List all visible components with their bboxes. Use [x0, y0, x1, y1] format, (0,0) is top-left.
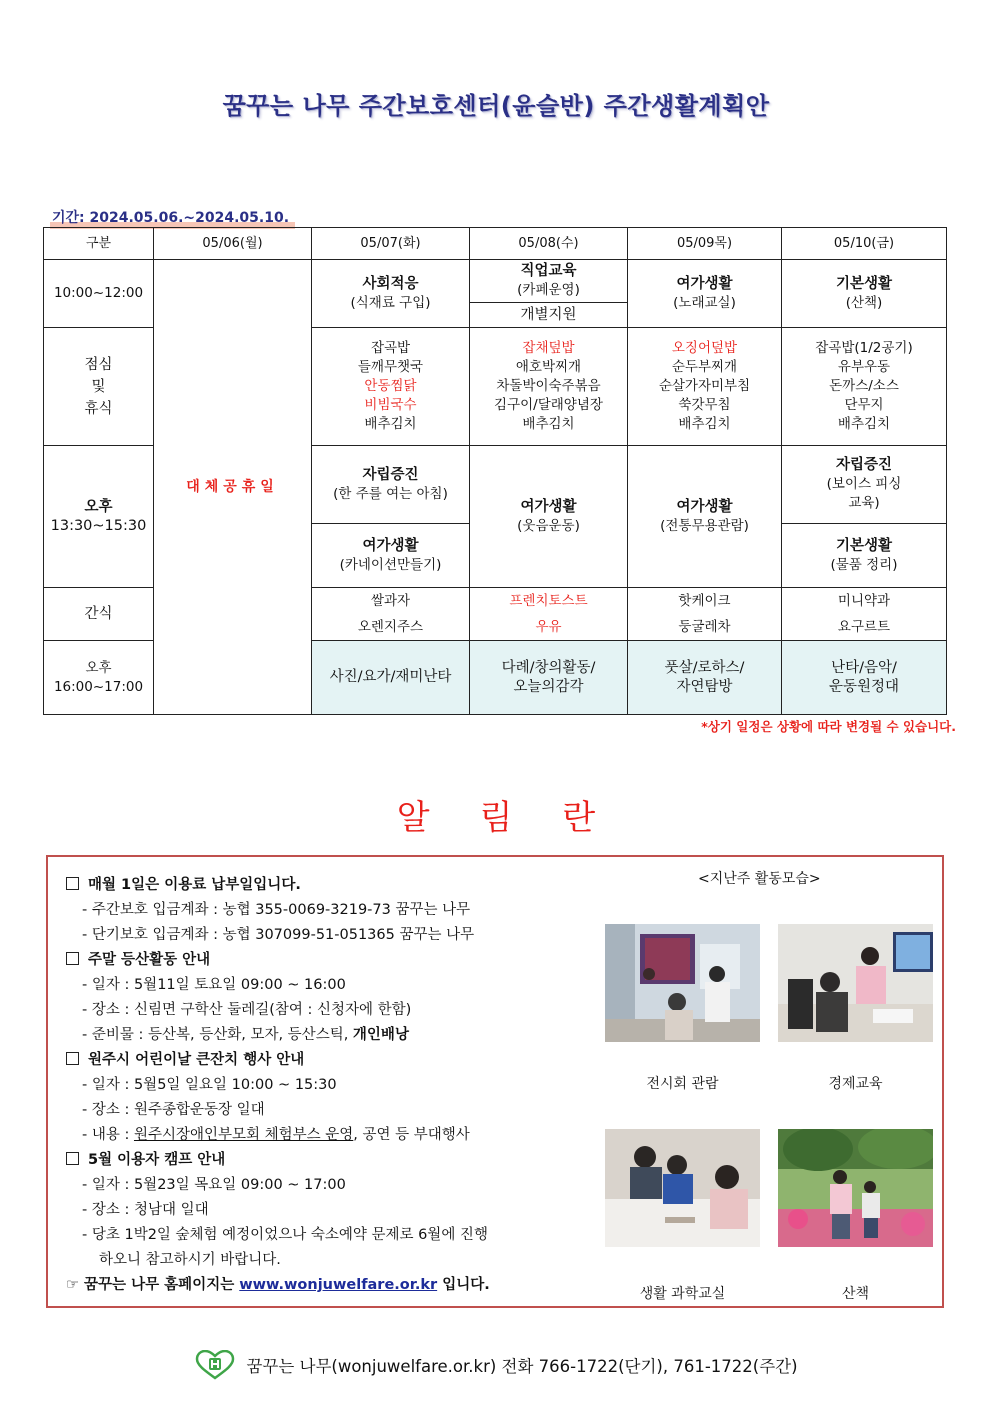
menu-item: 오징어덮밥 — [671, 340, 738, 356]
program-line: 다례/창의활동/ — [501, 659, 596, 676]
notice-heading-text: 원주시 어린이날 큰잔치 행사 안내 — [88, 1052, 305, 1068]
menu-item: 배추김치 — [678, 416, 731, 432]
holiday-cell — [154, 260, 312, 715]
header-cell: 구분 — [44, 228, 154, 260]
header-cell: 05/06(월) — [154, 228, 312, 260]
menu-cell — [782, 328, 947, 446]
menu-item: 잡곡밥 — [370, 340, 411, 356]
menu-cell — [628, 328, 782, 446]
snack-cell — [312, 588, 470, 641]
notice-text: , 공연 등 부대행사 — [353, 1127, 470, 1143]
menu-item: 쑥갓무침 — [678, 397, 731, 413]
menu-item: 배추김치 — [837, 416, 891, 432]
notice-line: - 일자 : 5월23일 목요일 09:00 ~ 17:00 — [82, 1177, 346, 1193]
activity-title: 자립증진 — [362, 466, 419, 483]
menu-item: 비빔국수 — [364, 397, 417, 413]
photo-economics — [778, 924, 933, 1042]
homepage-text: 입니다. — [437, 1277, 490, 1293]
activity-title: 여가생활 — [676, 498, 733, 515]
schedule-change-note: *상기 일정은 상황에 따라 변경될 수 있습니다. — [701, 719, 956, 734]
notice-heading — [66, 948, 606, 973]
notice-bold-text: 개인배낭 — [352, 1027, 409, 1043]
menu-item: 순살가자미부침 — [658, 378, 751, 394]
time-label — [44, 446, 154, 588]
label-line: 점심 — [84, 356, 113, 373]
program-line: 풋살/로하스/ — [664, 659, 745, 676]
notice-heading — [66, 873, 606, 898]
photo-caption: 경제교육 — [828, 1076, 883, 1092]
activity-detail: 교육) — [848, 495, 880, 511]
activity-title: 기본생활 — [835, 537, 893, 554]
menu-item: 돈까스/소스 — [829, 378, 899, 394]
label-line: 및 — [91, 378, 106, 395]
program-line: 오늘의감각 — [513, 678, 584, 695]
snack-cell — [628, 588, 782, 641]
table-row — [44, 260, 947, 303]
activity-detail: (물품 정리) — [830, 556, 898, 573]
footer-text: 꿈꾸는 나무(wonjuwelfare.or.kr) 전화 766-1722(단기), 761-1722(주간) — [246, 1357, 798, 1376]
label-line: 13:30~15:30 — [50, 517, 147, 534]
program-cell — [782, 641, 947, 715]
checkbox-icon — [66, 1152, 79, 1165]
activity-cell — [470, 446, 628, 588]
activity-extra: 개별지원 — [470, 303, 628, 328]
activity-detail: (카네이션만들기) — [339, 556, 442, 573]
homepage-link[interactable]: www.wonjuwelfare.or.kr — [239, 1277, 438, 1293]
notice-text: - 내용 : — [82, 1127, 134, 1143]
notice-line — [66, 1123, 606, 1148]
notice-heading-text: 매월 1일은 이용료 납부일입니다. — [88, 877, 301, 893]
snack-cell — [782, 588, 947, 641]
header-cell: 05/08(수) — [470, 228, 628, 260]
notice-line: - 일자 : 5월11일 토요일 09:00 ~ 16:00 — [82, 977, 346, 993]
activity-title: 기본생활 — [835, 275, 893, 292]
label-line: 오후 — [84, 498, 113, 515]
activity-detail: (웃음운동) — [517, 517, 580, 534]
snack-item: 요구르트 — [837, 619, 891, 635]
photo-walk — [778, 1129, 933, 1247]
snack-item: 핫케이크 — [678, 593, 731, 609]
notice-line: - 단기보호 입금계좌 : 농협 307099-51-051365 꿈꾸는 나무 — [82, 927, 475, 943]
notice-title: 알림란 — [396, 798, 646, 838]
checkbox-icon — [66, 1052, 79, 1065]
menu-item: 배추김치 — [522, 416, 575, 432]
time-label: 10:00~12:00 — [44, 260, 154, 328]
snack-item: 쌀과자 — [370, 593, 411, 609]
program-line: 운동원정대 — [828, 678, 900, 695]
snack-item: 미니약과 — [837, 593, 891, 609]
activity-detail: (한 주를 여는 아침) — [333, 485, 448, 502]
notice-list — [66, 873, 606, 1298]
menu-item: 단무지 — [844, 397, 884, 413]
menu-item: 유부우동 — [837, 359, 891, 375]
menu-item: 순두부찌개 — [671, 359, 738, 375]
page-title: 꿈꾸는 나무 주간보호센터(윤슬반) 주간생활계획안 — [222, 92, 770, 120]
notice-line: - 당초 1박2일 숲체험 예정이었으나 숙소예약 문제로 6월에 진행 — [82, 1227, 488, 1243]
header-cell: 05/09목) — [628, 228, 782, 260]
activity-cell — [628, 446, 782, 588]
notice-line: - 일자 : 5월5일 일요일 10:00 ~ 15:30 — [82, 1077, 337, 1093]
period-label: 기간: 2024.05.06.~2024.05.10. — [50, 207, 295, 229]
snack-cell — [470, 588, 628, 641]
activity-title: 사회적응 — [362, 275, 419, 292]
activity-cell — [782, 524, 947, 588]
activity-cell — [628, 260, 782, 328]
activity-title: 여가생활 — [520, 498, 577, 515]
activity-detail: (식재료 구입) — [350, 294, 431, 311]
homepage-line — [66, 1273, 606, 1298]
photo-caption: 산책 — [841, 1286, 870, 1302]
program-line: 사진/요가/재미난타 — [329, 669, 452, 685]
table-header-row — [44, 228, 947, 260]
program-line: 자연탐방 — [676, 678, 733, 695]
snack-item: 우유 — [535, 619, 562, 635]
menu-item: 들깨무챗국 — [357, 359, 424, 375]
notice-line: - 장소 : 원주종합운동장 일대 — [82, 1102, 265, 1118]
snack-item: 둥굴레차 — [678, 619, 731, 635]
notice-line — [66, 1023, 606, 1048]
notice-underlined-text: 원주시장애인부모회 체험부스 운영 — [133, 1127, 354, 1143]
menu-cell — [312, 328, 470, 446]
footer — [0, 1350, 992, 1384]
label-line: 16:00~17:00 — [53, 678, 144, 695]
time-label — [44, 641, 154, 715]
menu-cell — [470, 328, 628, 446]
activity-cell — [312, 446, 470, 524]
program-cell — [312, 641, 470, 715]
checkbox-icon — [66, 877, 79, 890]
activity-title: 여가생활 — [362, 537, 419, 554]
notice-line: - 주간보호 입금계좌 : 농협 355-0069-3219-73 꿈꾸는 나무 — [82, 902, 471, 918]
activity-detail: (노래교실) — [673, 294, 736, 311]
activity-cell — [782, 260, 947, 328]
activity-detail: (보이스 피싱 — [826, 476, 902, 492]
header-cell: 05/10(금) — [782, 228, 947, 260]
menu-item: 안동찜닭 — [364, 378, 417, 394]
holiday-label: 대체공휴일 — [186, 478, 279, 495]
activity-cell — [312, 524, 470, 588]
notice-heading — [66, 1048, 606, 1073]
photo-exhibition — [605, 924, 760, 1042]
menu-item: 김구이/달래양념장 — [494, 397, 603, 413]
photo-science-class — [605, 1129, 760, 1247]
activity-detail: (전통무용관람) — [660, 517, 749, 534]
homepage-text: ☞ 꿈꾸는 나무 홈페이지는 — [66, 1277, 240, 1293]
activity-cell — [470, 260, 628, 303]
activity-cell — [782, 446, 947, 524]
gallery-caption: <지난주 활동모습> — [698, 871, 821, 887]
header-cell: 05/07(화) — [312, 228, 470, 260]
activity-detail: (카페운영) — [517, 282, 580, 298]
menu-item: 잡곡밥(1/2공기) — [815, 340, 913, 356]
lunch-label — [44, 328, 154, 446]
notice-heading-text: 주말 등산활동 안내 — [88, 952, 211, 968]
photo-caption: 생활 과학교실 — [639, 1286, 726, 1302]
label-line: 휴식 — [84, 400, 113, 417]
snack-item: 프렌치토스트 — [509, 593, 588, 609]
program-cell — [470, 641, 628, 715]
menu-item: 차돌박이숙주볶음 — [496, 378, 601, 394]
notice-heading — [66, 1148, 606, 1173]
program-cell — [628, 641, 782, 715]
menu-item: 애호박찌개 — [515, 359, 582, 375]
activity-title: 자립증진 — [835, 457, 893, 473]
activity-detail: (산책) — [845, 294, 883, 311]
activity-cell — [312, 260, 470, 328]
snack-item: 오렌지주스 — [357, 619, 424, 635]
notice-line: - 장소 : 신림면 구학산 둘레길(참여 : 신청자에 한함) — [82, 1002, 412, 1018]
notice-line: - 장소 : 청남대 일대 — [82, 1202, 209, 1218]
photo-caption: 전시회 관람 — [646, 1076, 719, 1092]
heart-logo-icon — [194, 1350, 236, 1384]
weekly-schedule-table — [43, 227, 947, 715]
menu-item: 배추김치 — [364, 416, 417, 432]
activity-title: 직업교육 — [520, 263, 577, 279]
menu-item: 잡채덮밥 — [522, 340, 575, 356]
activity-title: 여가생활 — [676, 275, 733, 292]
notice-heading-text: 5월 이용자 캠프 안내 — [88, 1152, 226, 1168]
notice-text: - 준비물 : 등산복, 등산화, 모자, 등산스틱, — [82, 1027, 353, 1043]
notice-box — [46, 855, 944, 1308]
program-line: 난타/음악/ — [831, 659, 897, 676]
notice-line: 하오니 참고하시기 바랍니다. — [99, 1252, 281, 1268]
checkbox-icon — [66, 952, 79, 965]
label-line: 오후 — [85, 659, 112, 676]
snack-label: 간식 — [44, 588, 154, 641]
